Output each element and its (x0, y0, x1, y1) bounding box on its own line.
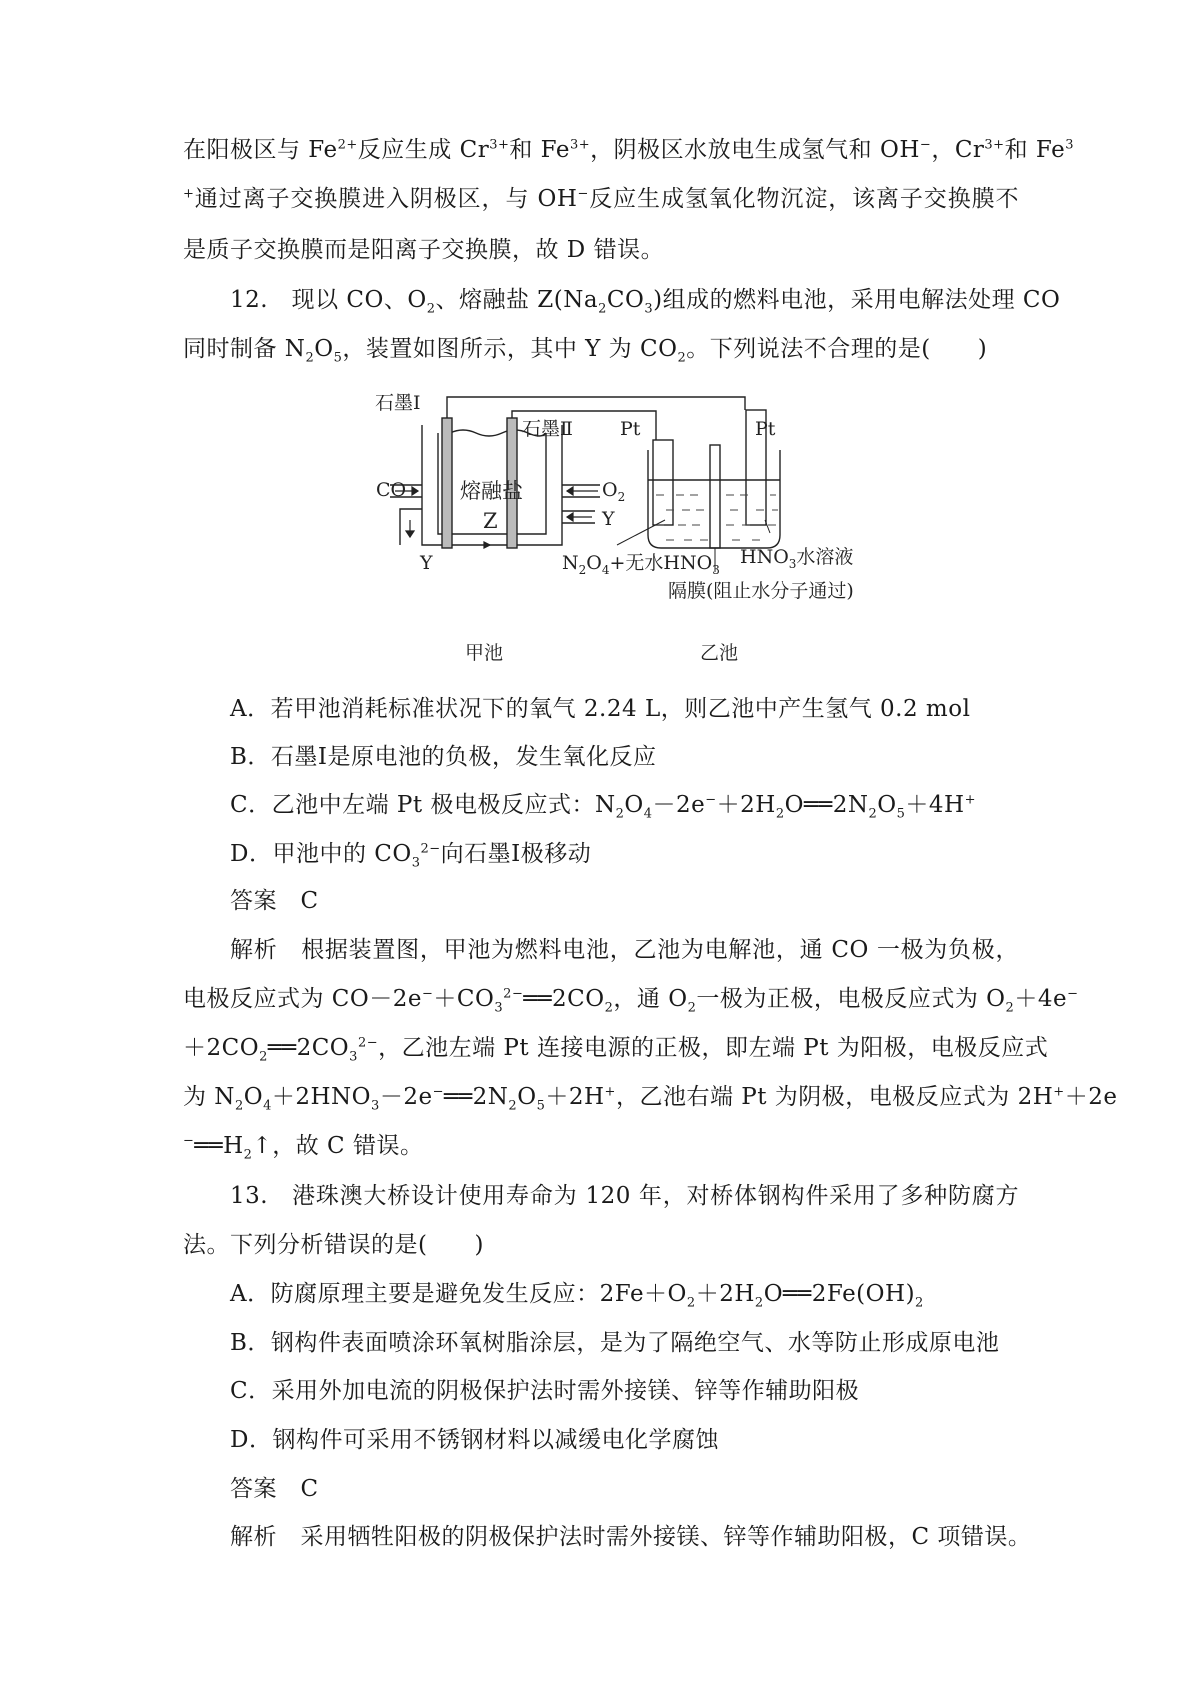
q12-explanation-3: $+2CO_2══2CO_3^{2-}$，乙池左端 Pt 连接电源的正极，即左端 Pt 为阳极，电极反应式 (183, 1035, 1049, 1065)
intro-line-1: 在阳极区与 $Fe^{2+}$反应生成 $Cr^{3+}$和 $Fe^{3+}$，阴极区水放电生成氢气和 OH−，$Cr^{3+}$和 Fe$^3$ (183, 137, 1074, 163)
q13-explanation: 解析 采用牺牲阳极的阴极保护法时需外接镁、锌等作辅助阳极，C 项错误。 (230, 1524, 1032, 1550)
label-cell-b: 乙池 (700, 642, 739, 664)
q12-explanation-5: $^-══H_2↑$，故 C 错误。 (183, 1133, 424, 1163)
label-cell-a: 甲池 (465, 642, 504, 664)
q12-line-2: 同时制备 $N_2O_5$，装置如图所示，其中 Y 为 $CO_2$。下列说法不合理的是( ) (183, 336, 988, 366)
wire-top (447, 397, 745, 418)
label-hno3: $HNO_3$水溶液 (740, 546, 854, 571)
q13-option-c: C．采用外加电流的阴极保护法时需外接镁、锌等作辅助阳极 (230, 1378, 860, 1404)
label-o2: $O_2$ (602, 479, 626, 504)
label-y-bottom: Y (420, 552, 433, 574)
q12-option-b: B．石墨Ⅰ是原电池的负极，发生氧化反应 (230, 744, 657, 770)
graphite-i (442, 418, 452, 548)
label-graphite-i: 石墨Ⅰ (375, 392, 421, 414)
q13-option-d: D．钢构件可采用不锈钢材料以减缓电化学腐蚀 (230, 1427, 719, 1453)
label-melt-2: Z (483, 509, 498, 533)
label-graphite-ii: 石墨Ⅱ (522, 418, 573, 440)
q12-option-d: D．甲池中的 $CO_3^{2-}$向石墨Ⅰ极移动 (230, 841, 592, 871)
leader-n2o4 (617, 520, 665, 545)
q13-option-a: A．防腐原理主要是避免发生反应：$2Fe+O_2+2H_2O══2Fe(OH)_2$ (230, 1281, 924, 1311)
label-membrane: 隔膜(阻止水分子通过) (668, 580, 854, 602)
label-pt-right: Pt (755, 418, 776, 440)
label-n2o4: $N_2O_4+$无水$HNO_3$ (562, 552, 720, 577)
q12-explanation-4: 为 $N_2O_4+2HNO_3-2e^-══2N_2O_5+2H^+$，乙池右端 Pt 为阴极，电极反应式为 2H+＋2e (183, 1084, 1118, 1114)
q12-answer: 答案 C (230, 888, 319, 914)
label-pt-left: Pt (620, 418, 641, 440)
label-y-right: Y (602, 508, 615, 530)
q13-line-2: 法。下列分析错误的是( ) (183, 1232, 484, 1258)
q12-explanation-2: 电极反应式为 $CO-2e^-+CO_3^{2-}══2CO_2$，通 $O_2$一极为正极，电极反应式为 $O_2+4e^-$ (183, 986, 1079, 1016)
q12-line-1: 12. 现以 CO、$O_2$、熔融盐 $Z(Na_2CO_3)$组成的燃料电池，采用电解法处理 CO (230, 287, 1061, 317)
q13-line-1: 13. 港珠澳大桥设计使用寿命为 120 年，对桥体钢构件采用了多种防腐方 (230, 1183, 1019, 1209)
q12-explanation-1: 解析 根据装置图，甲池为燃料电池，乙池为电解池，通 CO 一极为负极， (230, 937, 1019, 963)
label-co: CO (376, 479, 407, 501)
intro-line-2: +通过离子交换膜进入阴极区，与 OH−反应生成氢氧化物沉淀，该离子交换膜不 (183, 186, 1019, 212)
electrolysis-figure (370, 385, 890, 670)
solution-dashes (656, 495, 778, 540)
intro-line-3: 是质子交换膜而是阳离子交换膜，故 D 错误。 (183, 237, 665, 263)
q13-option-b: B．钢构件表面喷涂环氧树脂涂层，是为了隔绝空气、水等防止形成原电池 (230, 1330, 1000, 1356)
q13-answer: 答案 C (230, 1476, 319, 1502)
q12-option-a: A．若甲池消耗标准状况下的氧气 2.24 L，则乙池中产生氢气 0.2 mol (230, 696, 971, 722)
cell-b-beaker (648, 450, 780, 548)
label-melt-1: 熔融盐 (460, 479, 523, 503)
q12-option-c: C．乙池中左端 Pt 极电极反应式：$N_2O_4-2e^-+2H_2O══2N_2O_5+4H^+$ (230, 792, 976, 822)
